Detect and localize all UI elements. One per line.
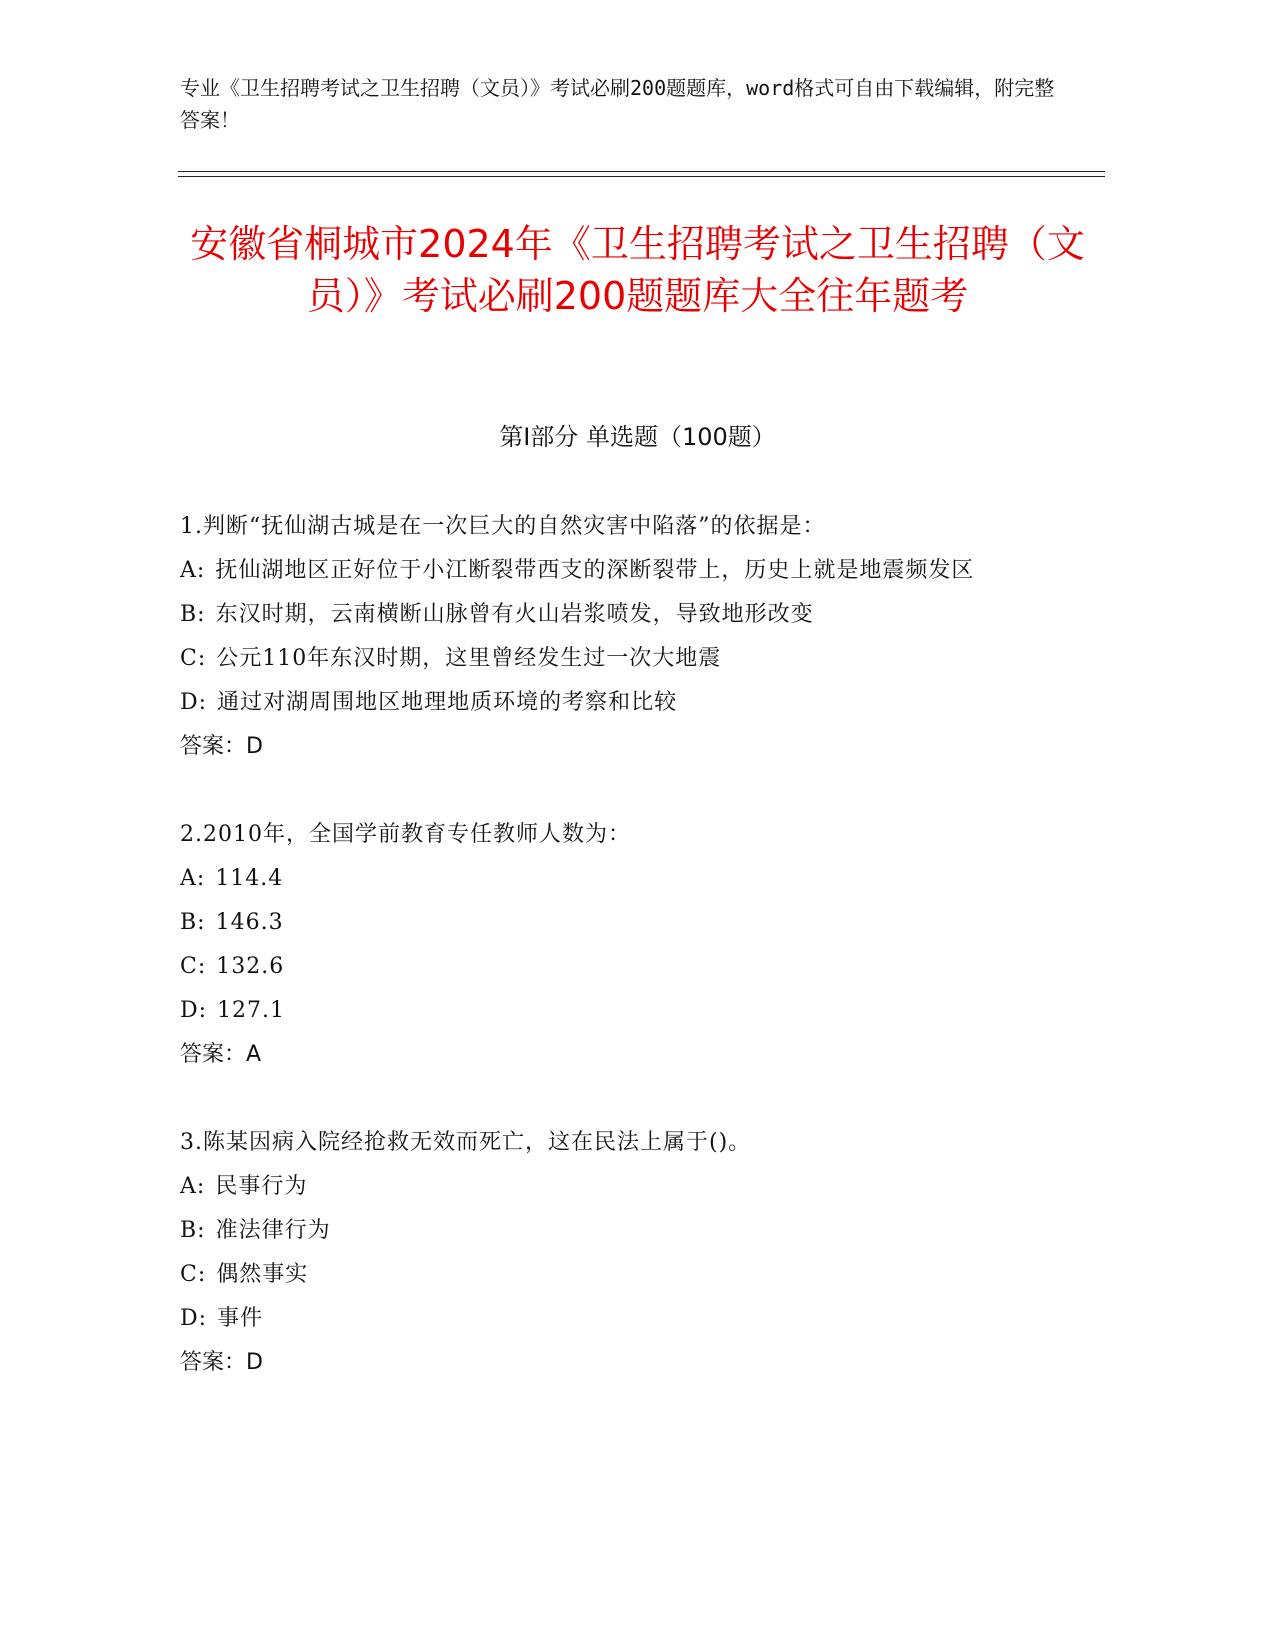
option-letter: D: [180, 690, 208, 715]
option-text: 通过对湖周围地区地理地质环境的考察和比较 [217, 690, 678, 715]
header-note: 专业《卫生招聘考试之卫生招聘（文员）》考试必刷200题题库，word格式可自由下载编辑，附完整答案！ [180, 76, 1055, 132]
answer-line [180, 1341, 1040, 1385]
option-text: 127.1 [217, 998, 286, 1023]
option-text: 132.6 [216, 954, 285, 979]
answer-label: 答案： [180, 734, 247, 759]
question-item [180, 813, 1040, 1077]
answer-value: D [246, 734, 263, 759]
option-letter: C: [180, 646, 207, 671]
option-letter: C: [180, 1262, 207, 1287]
option-letter: C: [180, 954, 207, 979]
option-c [180, 945, 1040, 989]
option-c [180, 1253, 1040, 1297]
option-b [180, 1209, 1040, 1253]
option-text: 东汉时期，云南横断山脉曾有火山岩浆喷发，导致地形改变 [215, 602, 814, 627]
question-text: 1.判断“抚仙湖古城是在一次巨大的自然灾害中陷落”的依据是： [180, 514, 826, 539]
option-b [180, 901, 1040, 945]
option-text: 抚仙湖地区正好位于小江断裂带西支的深断裂带上，历史上就是地震频发区 [215, 558, 975, 583]
question-item [180, 505, 1040, 769]
option-letter: B: [180, 1218, 206, 1243]
answer-label: 答案： [180, 1350, 247, 1375]
question-list [180, 505, 1040, 1429]
question-text: 2.2010年，全国学前教育专任教师人数为： [180, 822, 631, 847]
answer-value: D [246, 1350, 263, 1375]
option-a [180, 1165, 1040, 1209]
option-text: 事件 [217, 1306, 264, 1331]
option-a [180, 549, 1040, 593]
document-title: 安徽省桐城市2024年《卫生招聘考试之卫生招聘（文员）》考试必刷200题题库大全往年题考 [190, 222, 1085, 318]
option-c [180, 637, 1040, 681]
option-text: 114.4 [215, 866, 284, 891]
option-text: 偶然事实 [216, 1262, 309, 1287]
answer-line [180, 725, 1040, 769]
option-letter: D: [180, 998, 208, 1023]
option-letter: D: [180, 1306, 208, 1331]
option-d [180, 989, 1040, 1033]
option-a [180, 857, 1040, 901]
option-text: 公元110年东汉时期，这里曾经发生过一次大地震 [216, 646, 722, 671]
option-letter: B: [180, 602, 206, 627]
option-letter: B: [180, 910, 206, 935]
option-d [180, 1297, 1040, 1341]
header-divider [178, 171, 1105, 172]
option-text: 民事行为 [215, 1174, 308, 1199]
header-divider-second [178, 176, 1105, 177]
option-text: 146.3 [215, 910, 284, 935]
answer-value: A [246, 1042, 262, 1067]
option-text: 准法律行为 [215, 1218, 331, 1243]
option-letter: A: [180, 1174, 206, 1199]
option-letter: A: [180, 558, 206, 583]
answer-line [180, 1033, 1040, 1077]
section-title: 第Ⅰ部分 单选题（100题） [499, 423, 776, 451]
question-text: 3.陈某因病入院经抢救无效而死亡，这在民法上属于()。 [180, 1130, 752, 1155]
question-item [180, 1121, 1040, 1385]
option-b [180, 593, 1040, 637]
option-letter: A: [180, 866, 206, 891]
option-d [180, 681, 1040, 725]
answer-label: 答案： [180, 1042, 247, 1067]
